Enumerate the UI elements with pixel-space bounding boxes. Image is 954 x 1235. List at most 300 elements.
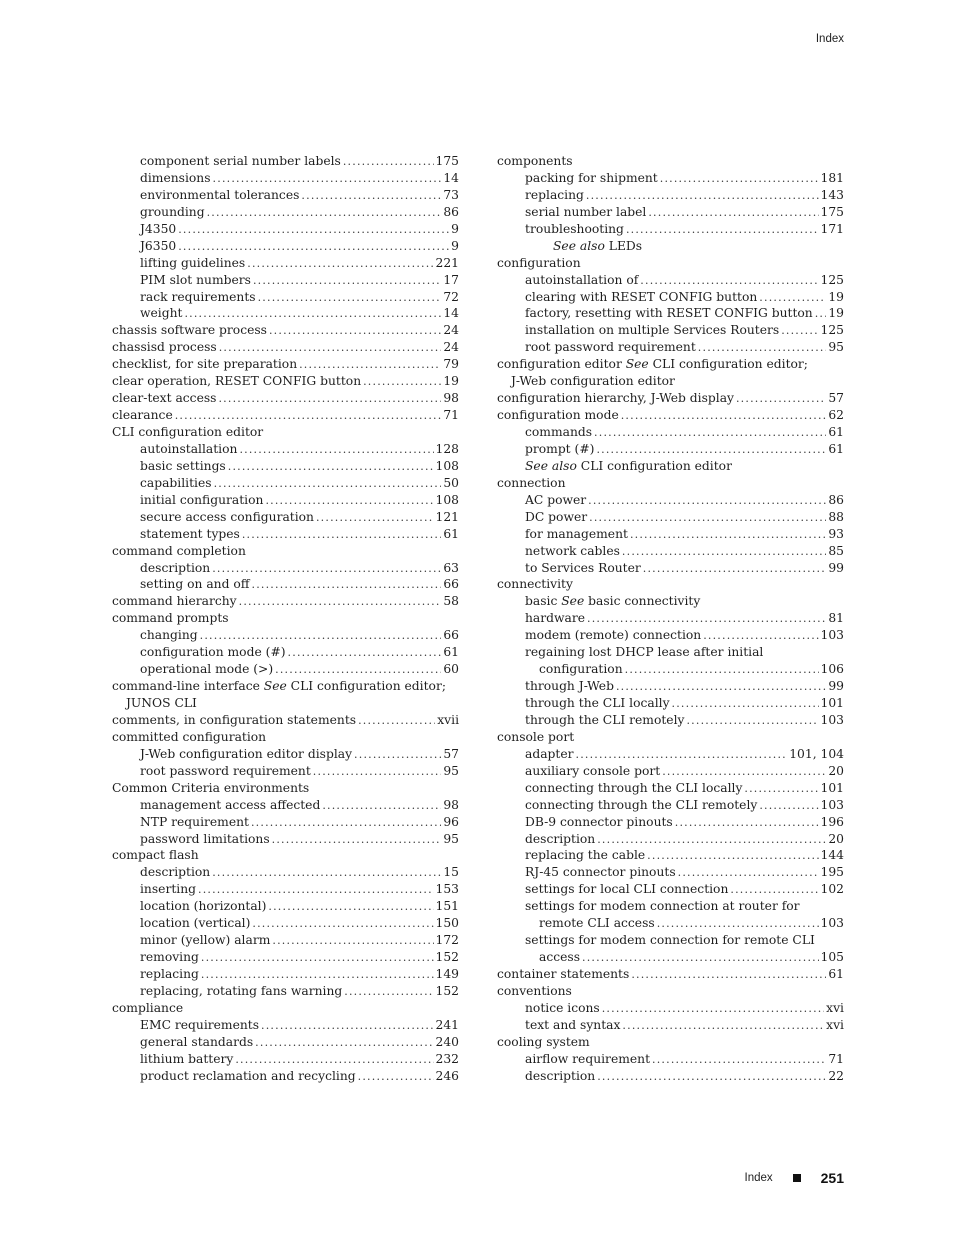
page-ref: 61 bbox=[828, 967, 844, 981]
index-entry bbox=[497, 983, 844, 1000]
dot-leader bbox=[589, 510, 826, 526]
index-entry bbox=[497, 492, 844, 509]
see-reference: See also bbox=[525, 458, 577, 473]
index-entry bbox=[497, 204, 844, 221]
dot-leader bbox=[301, 188, 441, 204]
index-term: setting on and off bbox=[140, 577, 250, 592]
page-ref: 196 bbox=[820, 814, 844, 829]
index-entry bbox=[497, 289, 844, 306]
see-reference: See bbox=[263, 679, 287, 694]
index-entry bbox=[112, 305, 459, 322]
index-term: NTP requirement bbox=[140, 814, 249, 829]
page-ref: 106 bbox=[820, 662, 844, 677]
index-term: See also LEDs bbox=[553, 238, 643, 253]
index-entry bbox=[112, 238, 459, 255]
dot-leader bbox=[288, 645, 442, 661]
page-ref: 151 bbox=[435, 899, 459, 914]
dot-leader bbox=[675, 815, 819, 831]
see-reference: See also bbox=[553, 238, 605, 253]
index-entry bbox=[497, 238, 844, 255]
page-ref: 105 bbox=[820, 950, 844, 965]
page-ref: 17 bbox=[443, 272, 459, 287]
page-ref: 61 bbox=[443, 645, 459, 660]
page-ref: 108 bbox=[435, 492, 459, 507]
page-ref: 101 bbox=[820, 696, 844, 710]
dot-leader bbox=[265, 493, 433, 509]
index-entry bbox=[112, 255, 459, 272]
dot-leader bbox=[175, 408, 442, 424]
index-term: command completion bbox=[112, 543, 246, 558]
index-entry bbox=[497, 526, 844, 543]
index-entry bbox=[497, 966, 844, 983]
index-term: description bbox=[140, 865, 211, 880]
index-term: management access affected bbox=[140, 797, 321, 812]
page-ref: 221 bbox=[435, 255, 459, 270]
index-entry bbox=[497, 898, 844, 915]
index-entry bbox=[112, 627, 459, 644]
index-entry bbox=[497, 509, 844, 526]
index-term: CLI configuration editor bbox=[112, 425, 264, 439]
index-term: command prompts bbox=[112, 611, 229, 626]
dot-leader bbox=[648, 205, 818, 221]
dot-leader bbox=[626, 222, 819, 238]
dot-leader bbox=[698, 340, 827, 356]
page-ref: 95 bbox=[443, 831, 459, 846]
index-entry bbox=[497, 187, 844, 204]
footer-square-icon bbox=[793, 1174, 801, 1182]
dot-leader bbox=[597, 1069, 826, 1085]
dot-leader bbox=[594, 425, 826, 441]
index-term: through the CLI remotely bbox=[525, 712, 685, 727]
dot-leader bbox=[218, 391, 441, 407]
page-ref: 171 bbox=[820, 221, 844, 236]
index-entry bbox=[112, 932, 459, 949]
page-ref: 99 bbox=[828, 679, 844, 694]
dot-leader bbox=[198, 882, 434, 898]
dot-leader bbox=[678, 865, 819, 881]
index-term: command-line interface See CLI configuration editor; bbox=[112, 679, 446, 694]
dot-leader bbox=[212, 561, 441, 577]
index-term: lifting guidelines bbox=[140, 255, 246, 270]
page-ref: 19 bbox=[443, 374, 459, 389]
index-term: factory, resetting with RESET CONFIG button bbox=[525, 306, 813, 321]
page-ref: 103 bbox=[820, 797, 844, 812]
index-term: modem (remote) connection bbox=[525, 628, 702, 643]
index-term: J-Web configuration editor bbox=[511, 374, 675, 389]
page-ref: xvi bbox=[826, 1017, 844, 1032]
index-term: DB-9 connector pinouts bbox=[525, 814, 673, 829]
dot-leader bbox=[660, 171, 819, 187]
dot-leader bbox=[622, 544, 826, 560]
index-term: basic See basic connectivity bbox=[525, 594, 701, 609]
page-ref: 71 bbox=[443, 408, 459, 423]
page-ref: 240 bbox=[435, 1034, 459, 1049]
index-term: packing for shipment bbox=[525, 170, 658, 185]
index-entry bbox=[497, 932, 844, 949]
dot-leader bbox=[214, 476, 442, 492]
index-term: text and syntax bbox=[525, 1017, 621, 1032]
dot-leader bbox=[269, 323, 441, 339]
index-term: J6350 bbox=[140, 238, 177, 253]
dot-leader bbox=[242, 527, 441, 543]
index-entry bbox=[112, 1051, 459, 1068]
index-entry bbox=[112, 814, 459, 831]
index-entry bbox=[112, 492, 459, 509]
page-ref: 175 bbox=[435, 154, 459, 168]
index-entry bbox=[497, 305, 844, 322]
index-entry bbox=[112, 797, 459, 814]
index-term: removing bbox=[140, 950, 199, 965]
index-entry bbox=[112, 763, 459, 780]
page-ref: 57 bbox=[828, 391, 844, 406]
index-entry bbox=[497, 661, 844, 678]
index-term: lithium battery bbox=[140, 1051, 234, 1066]
index-entry bbox=[497, 339, 844, 356]
dot-leader bbox=[730, 882, 818, 898]
index-entry bbox=[497, 458, 844, 475]
index-entry bbox=[112, 610, 459, 627]
index-entry bbox=[112, 847, 459, 864]
index-entry bbox=[112, 356, 459, 373]
page-ref: 121 bbox=[435, 509, 459, 524]
index-entry bbox=[112, 729, 459, 746]
index-entry bbox=[112, 831, 459, 848]
index-term: location (vertical) bbox=[140, 916, 251, 931]
index-entry bbox=[497, 644, 844, 661]
index-entry bbox=[112, 644, 459, 661]
dot-leader bbox=[652, 1052, 826, 1068]
page-ref: 125 bbox=[820, 323, 844, 338]
index-entry bbox=[497, 780, 844, 797]
page-ref: 50 bbox=[443, 475, 459, 490]
dot-leader bbox=[344, 984, 433, 1000]
page-ref: 143 bbox=[820, 187, 844, 202]
dot-leader bbox=[358, 713, 435, 729]
page-ref: 86 bbox=[443, 204, 459, 219]
index-entry bbox=[112, 272, 459, 289]
index-entry bbox=[497, 729, 844, 746]
index-entry bbox=[497, 390, 844, 407]
index-term: clearing with RESET CONFIG button bbox=[525, 289, 758, 304]
dot-leader bbox=[622, 1018, 824, 1034]
page-ref: 128 bbox=[435, 441, 459, 456]
dot-leader bbox=[261, 1018, 433, 1034]
index-term: cooling system bbox=[497, 1034, 590, 1049]
index-entry bbox=[112, 780, 459, 797]
index-term: prompt (#) bbox=[525, 441, 595, 456]
dot-leader bbox=[228, 459, 434, 475]
index-term: regaining lost DHCP lease after initial bbox=[525, 645, 764, 660]
index-column-left bbox=[112, 153, 459, 1085]
index-entry bbox=[112, 576, 459, 593]
page-ref: 66 bbox=[443, 577, 459, 592]
dot-leader bbox=[587, 611, 826, 627]
index-entry bbox=[497, 949, 844, 966]
dot-leader bbox=[815, 306, 827, 322]
index-term: general standards bbox=[140, 1034, 254, 1049]
page-ref: 63 bbox=[443, 560, 459, 575]
index-term: AC power bbox=[525, 492, 587, 507]
page-ref: 19 bbox=[828, 306, 844, 321]
index-entry bbox=[112, 678, 459, 695]
index-term: airflow requirement bbox=[525, 1051, 651, 1066]
page-ref: 58 bbox=[443, 594, 459, 609]
page-ref: 95 bbox=[443, 763, 459, 778]
index-term: connection bbox=[497, 475, 566, 490]
dot-leader bbox=[201, 967, 434, 983]
index-term: operational mode (>) bbox=[140, 662, 274, 677]
dot-leader bbox=[212, 865, 441, 881]
index-term: description bbox=[525, 831, 596, 846]
page-ref: 153 bbox=[435, 882, 459, 897]
index-term: secure access configuration bbox=[140, 509, 314, 524]
page-ref: 20 bbox=[828, 763, 844, 778]
index-entry bbox=[497, 831, 844, 848]
index-entry bbox=[112, 441, 459, 458]
page-ref: 85 bbox=[828, 543, 844, 558]
page-number: 251 bbox=[820, 1170, 844, 1186]
index-term: settings for modem connection for remote CLI bbox=[525, 933, 815, 948]
dot-leader bbox=[251, 815, 441, 831]
index-entry bbox=[112, 526, 459, 543]
dot-leader bbox=[354, 747, 441, 763]
index-term: through the CLI locally bbox=[525, 696, 670, 710]
page-ref: 172 bbox=[435, 933, 459, 948]
index-term: product reclamation and recycling bbox=[140, 1068, 356, 1083]
index-entry bbox=[497, 610, 844, 627]
index-term: minor (yellow) alarm bbox=[140, 933, 271, 948]
index-term: J-Web configuration editor display bbox=[140, 746, 353, 761]
index-term: replacing bbox=[140, 967, 199, 981]
index-entry bbox=[112, 1017, 459, 1034]
index-term: adapter bbox=[525, 746, 574, 761]
index-term: console port bbox=[497, 729, 575, 744]
index-entry bbox=[497, 576, 844, 593]
page-ref: 103 bbox=[820, 916, 844, 931]
page-ref: 101, 104 bbox=[789, 746, 844, 761]
dot-leader bbox=[272, 933, 433, 949]
dot-leader bbox=[316, 510, 434, 526]
dot-leader bbox=[621, 408, 827, 424]
page-ref: 98 bbox=[443, 391, 459, 406]
page-ref: 24 bbox=[443, 340, 459, 355]
index-entry bbox=[112, 475, 459, 492]
index-term: autoinstallation bbox=[140, 441, 238, 456]
index-term: committed configuration bbox=[112, 729, 267, 744]
index-entry bbox=[497, 814, 844, 831]
index-term: PIM slot numbers bbox=[140, 272, 251, 287]
index-term: password limitations bbox=[140, 831, 270, 846]
page-ref: 72 bbox=[443, 289, 459, 304]
index-entry bbox=[497, 1068, 844, 1085]
index-term: autoinstallation of bbox=[525, 272, 639, 287]
page-ref: 61 bbox=[443, 526, 459, 541]
page-ref: 86 bbox=[828, 492, 844, 507]
index-entry bbox=[497, 695, 844, 712]
dot-leader bbox=[736, 391, 826, 407]
index-term: container statements bbox=[497, 967, 630, 981]
index-entry bbox=[112, 560, 459, 577]
page-ref: 150 bbox=[435, 916, 459, 931]
index-entry bbox=[112, 746, 459, 763]
dot-leader bbox=[358, 1069, 434, 1085]
page-ref: 66 bbox=[443, 628, 459, 643]
index-term: root password requirement bbox=[525, 340, 696, 355]
dot-leader bbox=[781, 323, 818, 339]
index-term: settings for modem connection at router for bbox=[525, 899, 800, 914]
index-entry bbox=[497, 1017, 844, 1034]
dot-leader bbox=[253, 273, 441, 289]
index-entry bbox=[112, 289, 459, 306]
index-term: description bbox=[525, 1068, 596, 1083]
dot-leader bbox=[275, 662, 441, 678]
index-entry bbox=[497, 441, 844, 458]
page-ref: 22 bbox=[828, 1068, 844, 1083]
page-ref: 71 bbox=[828, 1051, 844, 1066]
index-term: inserting bbox=[140, 882, 196, 897]
dot-leader bbox=[588, 493, 826, 509]
index-entry bbox=[112, 390, 459, 407]
page-ref: 108 bbox=[435, 458, 459, 473]
dot-leader bbox=[272, 832, 442, 848]
index-term: serial number label bbox=[525, 204, 647, 219]
dot-leader bbox=[268, 899, 433, 915]
page-ref: 81 bbox=[828, 611, 844, 626]
index-entry bbox=[497, 915, 844, 932]
index-term: environmental tolerances bbox=[140, 187, 300, 202]
dot-leader bbox=[207, 205, 442, 221]
index-entry bbox=[112, 458, 459, 475]
index-term: installation on multiple Services Routers bbox=[525, 323, 780, 338]
index-entry bbox=[497, 272, 844, 289]
index-term: statement types bbox=[140, 526, 240, 541]
index-term: clear-text access bbox=[112, 391, 217, 406]
index-term: description bbox=[140, 560, 211, 575]
page-ref: 15 bbox=[443, 865, 459, 880]
index-term: configuration editor See CLI configuration editor; bbox=[497, 357, 808, 372]
dot-leader bbox=[213, 171, 442, 187]
page-ref: 88 bbox=[828, 509, 844, 524]
index-term: access bbox=[539, 950, 581, 965]
index-term: compliance bbox=[112, 1000, 184, 1015]
dot-leader bbox=[643, 561, 827, 577]
index-entry bbox=[112, 983, 459, 1000]
index-entry bbox=[497, 255, 844, 272]
index-term: hardware bbox=[525, 611, 586, 626]
index-entry bbox=[497, 881, 844, 898]
index-term: comments, in configuration statements bbox=[112, 712, 357, 727]
index-term: connecting through the CLI remotely bbox=[525, 797, 758, 812]
index-term: dimensions bbox=[140, 170, 211, 185]
index-term: through J-Web bbox=[525, 679, 614, 694]
dot-leader bbox=[235, 1052, 433, 1068]
index-entry bbox=[497, 153, 844, 170]
page-ref: 93 bbox=[828, 526, 844, 541]
page-ref: 152 bbox=[435, 950, 459, 965]
dot-leader bbox=[239, 442, 433, 458]
dot-leader bbox=[586, 188, 819, 204]
dot-leader bbox=[178, 222, 449, 238]
index-term: configuration mode bbox=[497, 408, 619, 423]
dot-leader bbox=[322, 798, 441, 814]
dot-leader bbox=[759, 290, 826, 306]
index-term: clearance bbox=[112, 408, 173, 423]
page-ref: 103 bbox=[820, 712, 844, 727]
index-term: chassis software process bbox=[112, 323, 267, 338]
index-entry bbox=[497, 1051, 844, 1068]
dot-leader bbox=[252, 916, 433, 932]
index-term: rack requirements bbox=[140, 289, 256, 304]
index-entry bbox=[497, 593, 844, 610]
index-term: connectivity bbox=[497, 577, 573, 592]
index-entry bbox=[112, 915, 459, 932]
index-term: Common Criteria environments bbox=[112, 780, 310, 795]
index-term: command hierarchy bbox=[112, 594, 237, 609]
dot-leader bbox=[363, 374, 441, 390]
dot-leader bbox=[184, 306, 441, 322]
index-entry bbox=[112, 543, 459, 560]
index-entry bbox=[497, 373, 844, 390]
index-entry bbox=[497, 475, 844, 492]
index-entry bbox=[497, 322, 844, 339]
page-ref: 79 bbox=[443, 357, 459, 372]
index-term: compact flash bbox=[112, 848, 199, 863]
index-term: changing bbox=[140, 628, 198, 643]
index-term: chassisd process bbox=[112, 340, 217, 355]
index-entry bbox=[497, 678, 844, 695]
index-entry bbox=[112, 187, 459, 204]
dot-leader bbox=[178, 239, 449, 255]
index-entry bbox=[497, 864, 844, 881]
page-ref: 60 bbox=[443, 662, 459, 677]
index-entry bbox=[112, 898, 459, 915]
index-term: configuration mode (#) bbox=[140, 645, 286, 660]
page-ref: 175 bbox=[820, 204, 844, 219]
index-term: DC power bbox=[525, 509, 588, 524]
dot-leader bbox=[239, 594, 442, 610]
page-ref: xvi bbox=[826, 1000, 844, 1015]
index-entry bbox=[497, 1034, 844, 1051]
page-ref: 102 bbox=[820, 882, 844, 897]
page-ref: 195 bbox=[820, 865, 844, 880]
index-entry bbox=[112, 170, 459, 187]
index-term: to Services Router bbox=[525, 560, 641, 575]
index-term: troubleshooting bbox=[525, 221, 624, 236]
index-entry bbox=[112, 339, 459, 356]
page-ref: 96 bbox=[443, 814, 459, 829]
index-entry bbox=[497, 763, 844, 780]
index-term: configuration hierarchy, J-Web display bbox=[497, 391, 734, 406]
dot-leader bbox=[247, 256, 433, 272]
page-ref: 125 bbox=[820, 272, 844, 287]
index-entry bbox=[112, 424, 459, 441]
index-entry bbox=[112, 153, 459, 170]
page-ref: 103 bbox=[820, 628, 844, 643]
index-entry bbox=[112, 322, 459, 339]
dot-leader bbox=[258, 290, 442, 306]
page-ref: 241 bbox=[435, 1017, 459, 1032]
index-term: auxiliary console port bbox=[525, 763, 661, 778]
dot-leader bbox=[219, 340, 442, 356]
page-ref: 246 bbox=[435, 1068, 459, 1083]
index-term: configuration bbox=[539, 662, 623, 677]
dot-leader bbox=[625, 662, 819, 678]
dot-leader bbox=[582, 950, 819, 966]
dot-leader bbox=[255, 1035, 433, 1051]
dot-leader bbox=[686, 713, 818, 729]
dot-leader bbox=[597, 832, 826, 848]
index-term: grounding bbox=[140, 204, 205, 219]
